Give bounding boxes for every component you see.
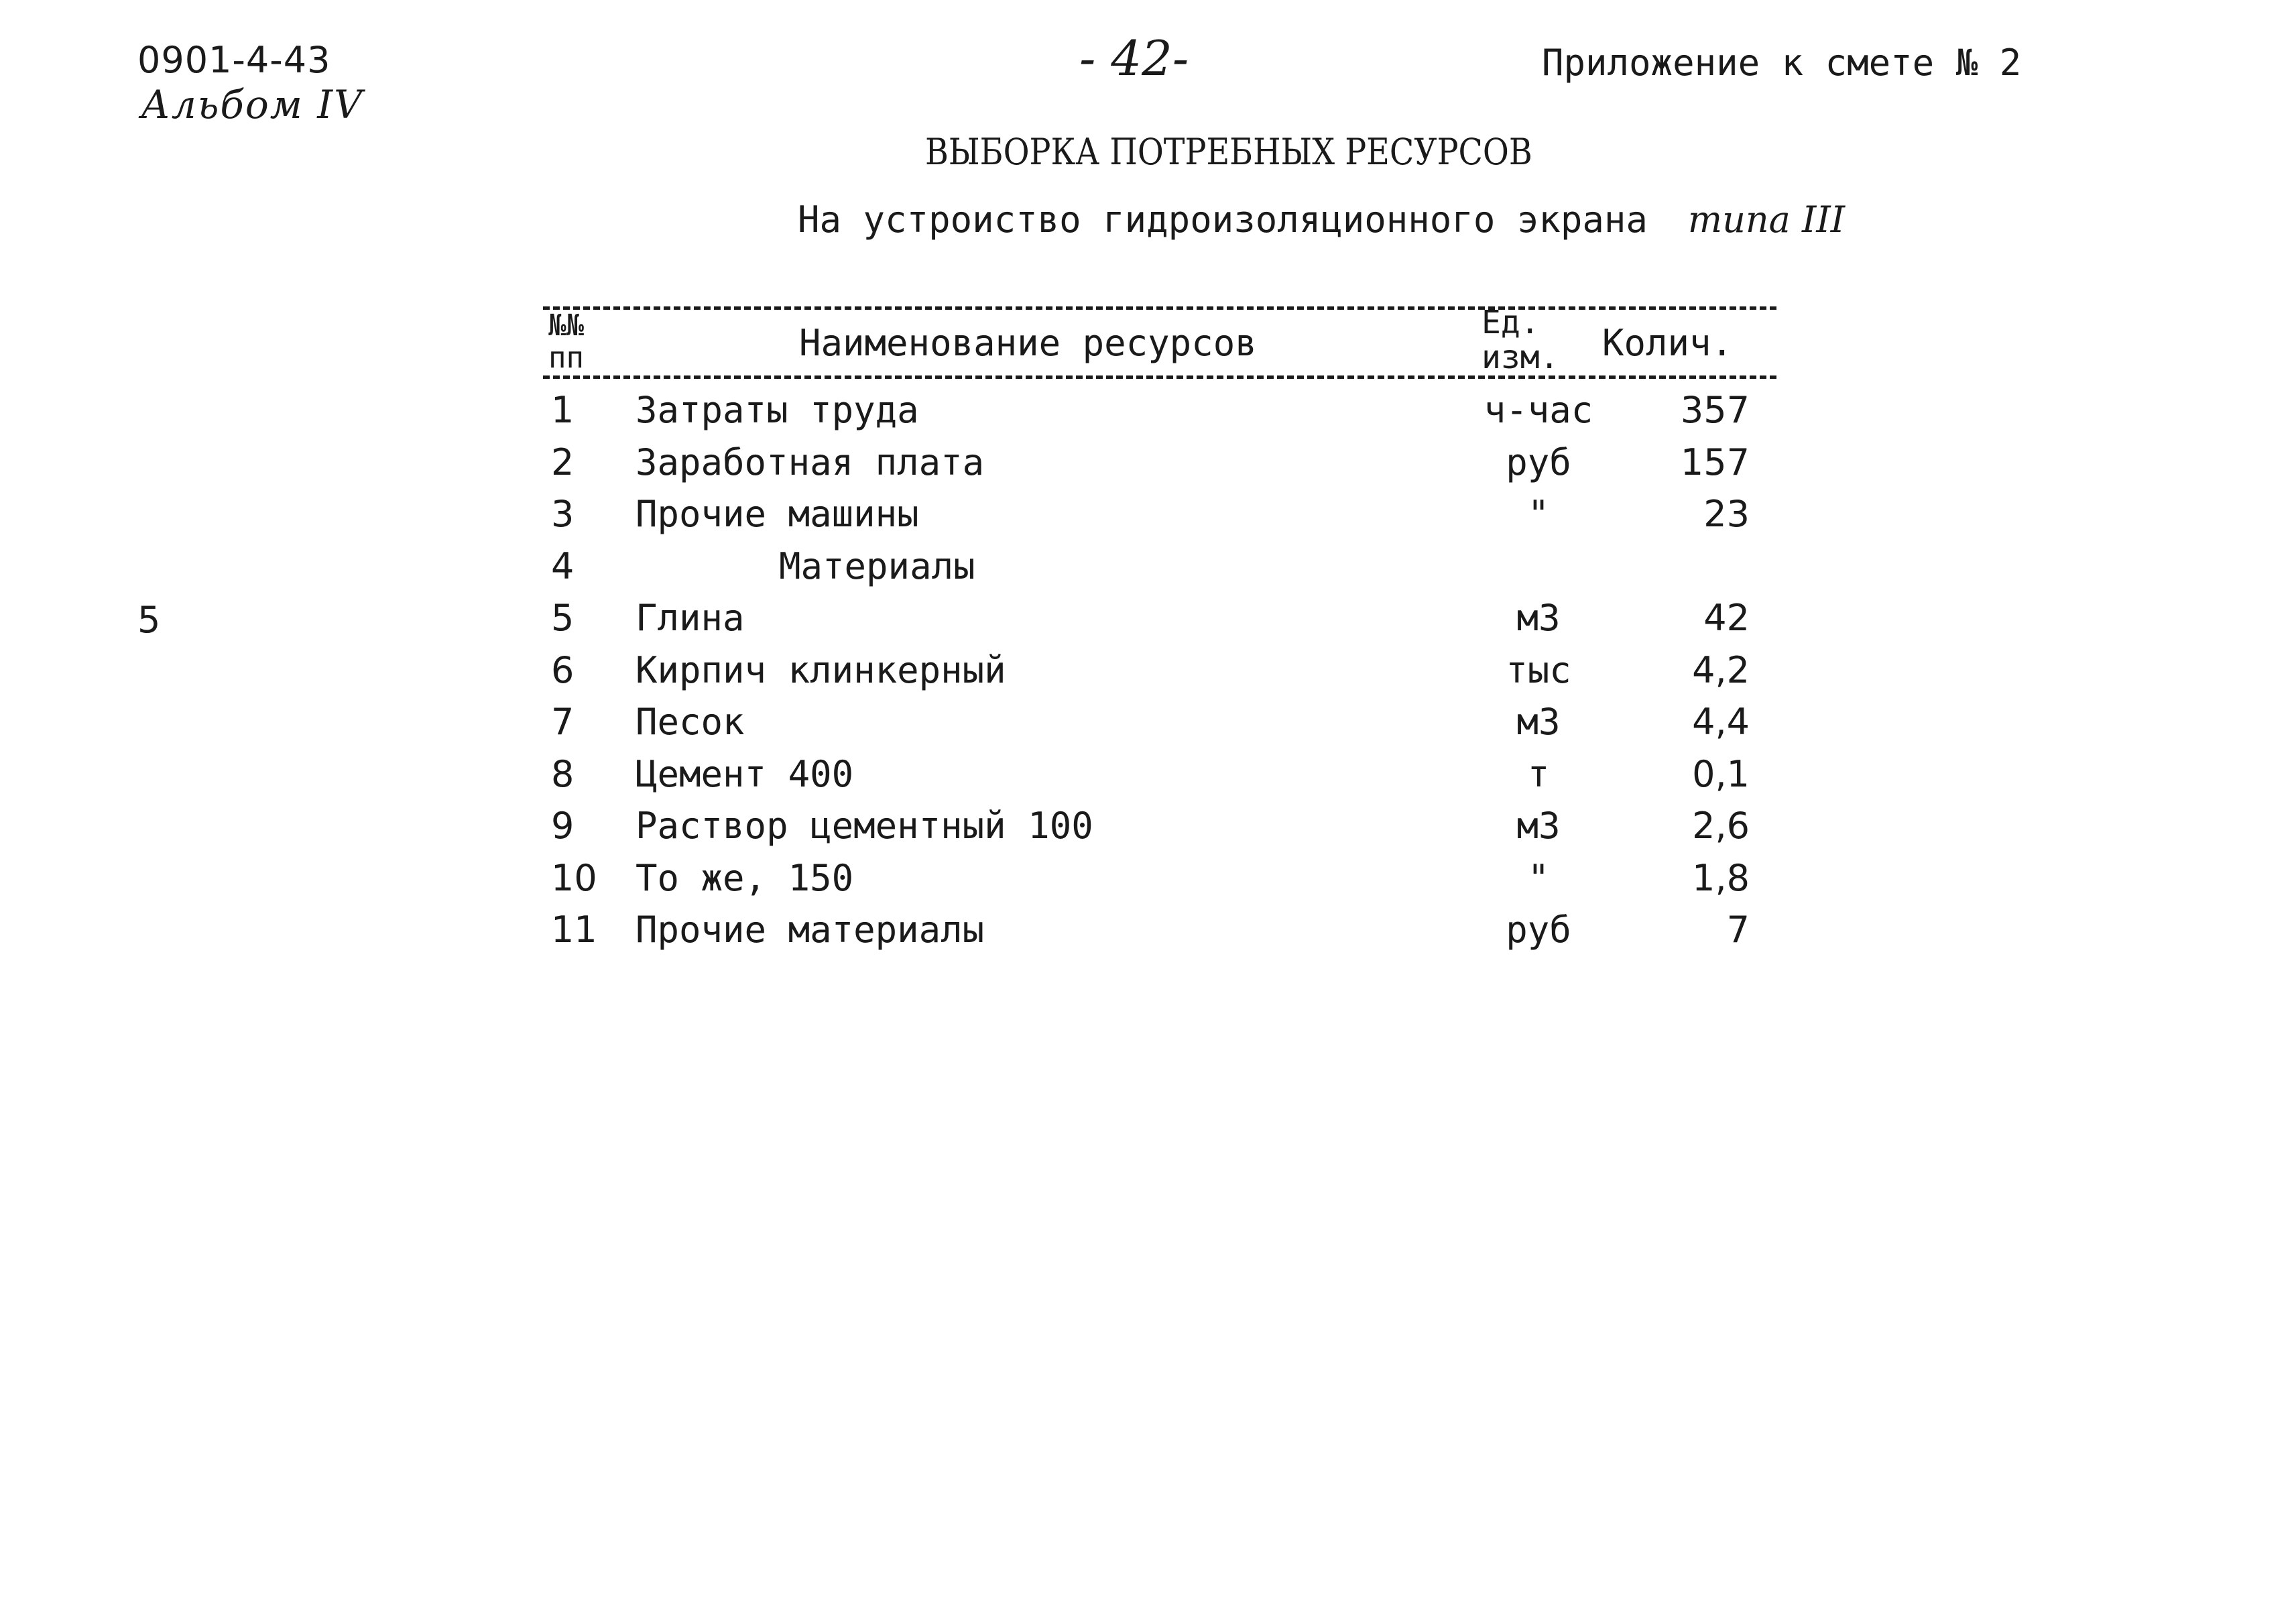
row-number: 2: [551, 441, 575, 483]
table-row: [0, 649, 2296, 701]
table-row: [0, 597, 2296, 649]
page-number: - 42-: [1079, 30, 1189, 86]
row-number: 9: [551, 805, 575, 847]
table-row: [0, 441, 2296, 494]
resource-quantity: 4,4: [1692, 701, 1750, 743]
page-title: ВЫБОРКА ПОТРЕБНЫХ РЕСУРСОВ: [925, 131, 1532, 173]
resource-unit: ": [1527, 856, 1550, 899]
table-row: [0, 805, 2296, 857]
column-header-unit-line1: Ед.: [1482, 304, 1540, 341]
resource-table-body: [0, 389, 2296, 961]
column-header-number: [548, 310, 584, 374]
document-code: 0901-4-43: [137, 39, 331, 81]
table-row: [0, 493, 2296, 545]
resource-unit: руб: [1506, 909, 1571, 951]
table-row: [0, 857, 2296, 909]
margin-mark: 5: [137, 599, 161, 641]
resource-quantity: 23: [1703, 493, 1750, 535]
resource-unit: ч-час: [1484, 389, 1593, 431]
resource-unit: руб: [1506, 441, 1571, 483]
resource-name: Прочие материалы: [636, 909, 985, 951]
resource-quantity: 4,2: [1692, 648, 1750, 691]
resource-name: Заработная плата: [636, 441, 985, 483]
row-number: 8: [551, 752, 575, 795]
table-row: [0, 701, 2296, 753]
resource-quantity: 357: [1680, 389, 1750, 431]
resource-unit: м3: [1516, 597, 1561, 639]
column-header-name: Наименование ресурсов: [799, 322, 1257, 364]
column-header-number-line1: №№: [548, 308, 584, 343]
row-number: 1: [551, 389, 575, 431]
row-number: 10: [551, 856, 597, 899]
column-header-number-line2: пп: [548, 341, 584, 375]
resource-name: Затраты труда: [636, 389, 919, 431]
table-row: [0, 389, 2296, 441]
table-row: [0, 753, 2296, 805]
resource-quantity: 7: [1726, 909, 1750, 951]
subtitle-text: На устроиство гидроизоляционного экрана: [798, 198, 1648, 241]
table-row: [0, 909, 2296, 961]
appendix-label: Приложение к смете № 2: [1542, 42, 2022, 84]
table-row: [0, 545, 2296, 597]
row-number: 4: [551, 544, 575, 587]
resource-unit: т: [1527, 752, 1550, 795]
row-number: 11: [551, 909, 597, 951]
resource-unit: тыс: [1506, 648, 1571, 691]
resource-unit: ": [1527, 493, 1550, 535]
column-header-quantity: Колич.: [1602, 322, 1734, 364]
page-subtitle: [798, 198, 1845, 241]
resource-unit: м3: [1516, 805, 1561, 847]
resource-quantity: 0,1: [1692, 752, 1750, 795]
subtitle-type-label: типа III: [1687, 198, 1846, 241]
resource-name: Песок: [636, 701, 745, 743]
resource-name: Глина: [636, 597, 745, 639]
resource-quantity: 42: [1703, 597, 1750, 639]
resource-name: Кирпич клинкерный: [636, 648, 1006, 691]
resource-name: Прочие машины: [636, 493, 919, 535]
column-header-unit: [1482, 305, 1559, 375]
column-header-unit-line2: изм.: [1482, 339, 1559, 376]
resource-quantity: 1,8: [1692, 856, 1750, 899]
section-heading: Материалы: [779, 544, 975, 587]
row-number: 5: [551, 597, 575, 639]
resource-name: То же, 150: [636, 856, 854, 899]
row-number: 6: [551, 648, 575, 691]
resource-name: Раствор цементный 100: [636, 805, 1093, 847]
row-number: 3: [551, 493, 575, 535]
resource-quantity: 157: [1680, 441, 1750, 483]
table-top-rule: [543, 306, 1776, 310]
resource-unit: м3: [1516, 701, 1561, 743]
resource-name: Цемент 400: [636, 752, 854, 795]
row-number: 7: [551, 701, 575, 743]
resource-quantity: 2,6: [1692, 805, 1750, 847]
album-label: Альбом IV: [141, 82, 364, 127]
table-header-rule: [543, 375, 1776, 379]
